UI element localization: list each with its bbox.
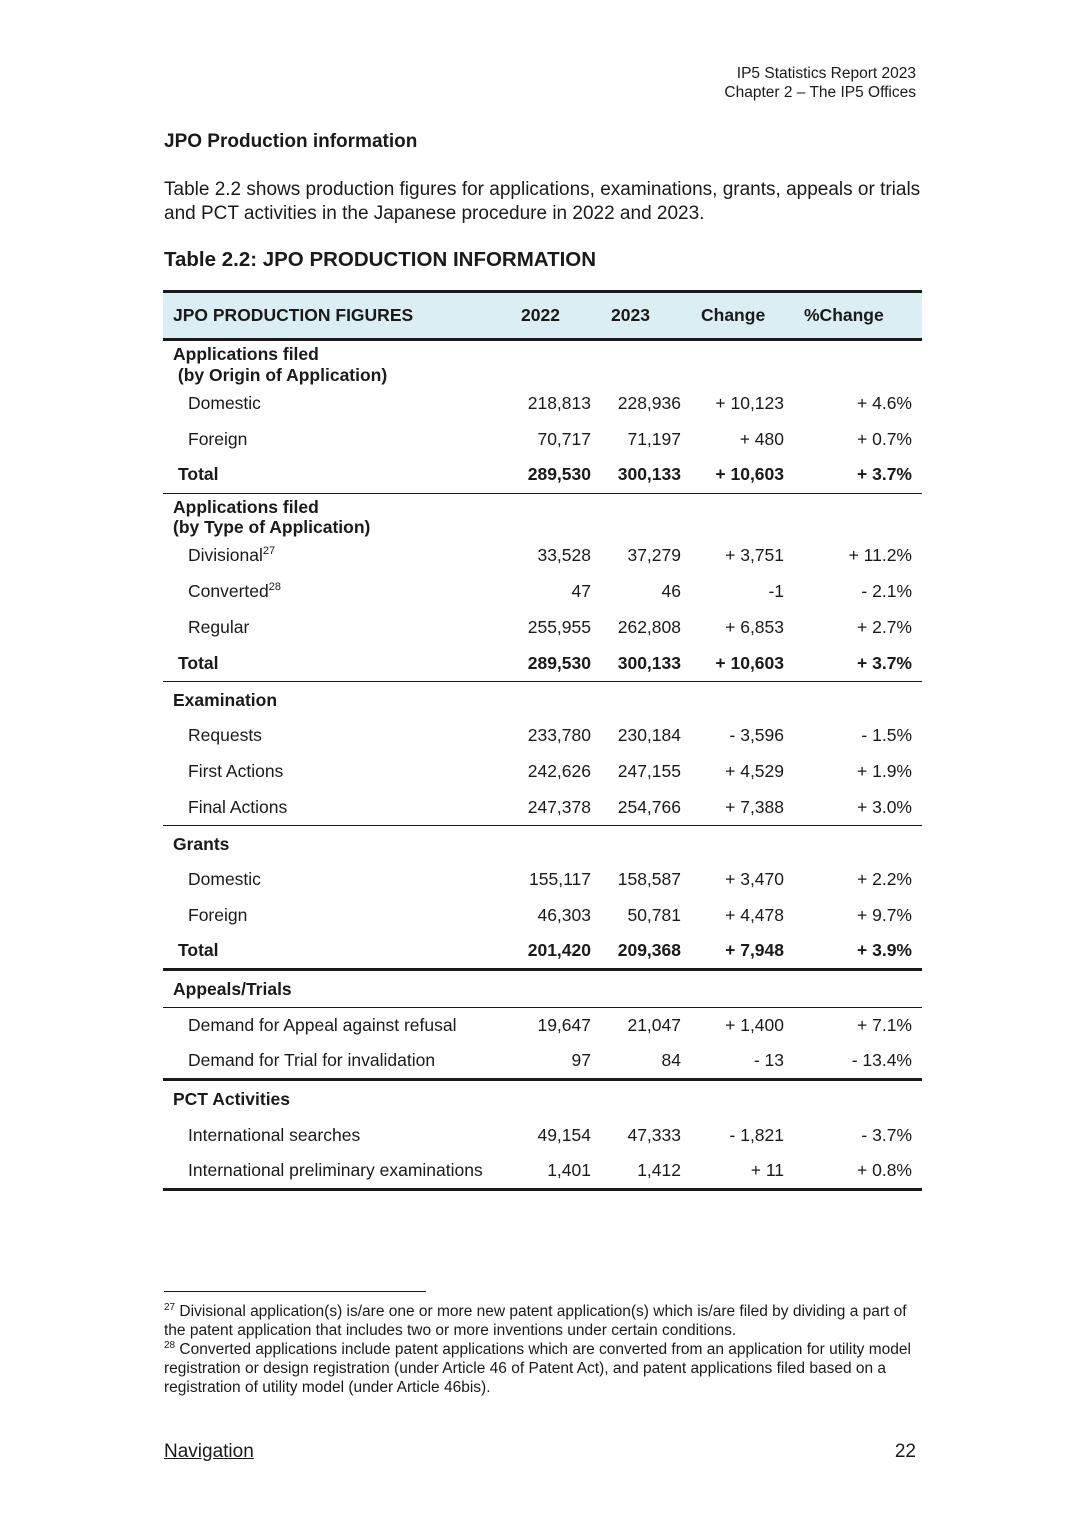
group-heading-row xyxy=(163,682,922,718)
value-2023: 71,197 xyxy=(627,428,681,449)
value-pct-change: - 1.5% xyxy=(861,725,912,745)
value-2023: 46 xyxy=(661,581,681,601)
value-pct-change: + 1.9% xyxy=(857,761,912,781)
row-label: Total xyxy=(178,940,219,961)
value-2022: 233,780 xyxy=(527,725,591,745)
column-header: 2022 xyxy=(511,292,601,340)
table-row xyxy=(163,1154,922,1190)
group-heading-row xyxy=(163,340,922,386)
row-label: International searches xyxy=(188,1125,361,1145)
value-2023: 300,133 xyxy=(601,646,691,682)
value-2022: 1,401 xyxy=(511,1154,601,1190)
value-change: + 7,948 xyxy=(725,940,784,961)
table-row xyxy=(163,754,922,790)
column-header: 2023 xyxy=(601,292,691,340)
value-2022: 97 xyxy=(571,1050,591,1071)
row-label: Final Actions xyxy=(163,790,511,826)
group-heading xyxy=(163,340,922,386)
page-number: 22 xyxy=(894,1441,916,1462)
value-pct-change: - 2.1% xyxy=(861,581,912,601)
footnote-ref: 28 xyxy=(268,581,281,594)
row-label: Total xyxy=(163,646,511,682)
group-heading: Appeals/Trials xyxy=(163,970,922,1008)
value-2022: 242,626 xyxy=(527,761,591,781)
table-row xyxy=(163,862,922,898)
value-change: + 4,529 xyxy=(725,761,784,781)
value-2023: 300,133 xyxy=(601,457,691,493)
footnote-text: Divisional application(s) is/are one or more new patent application(s) which is/are filed by dividing a part of the patent application that includes two or more inventions under certain conditions. xyxy=(164,1303,907,1339)
value-change: - 13 xyxy=(753,1050,784,1071)
value-2022: 218,813 xyxy=(527,392,591,413)
value-change: + 1,400 xyxy=(725,1015,784,1036)
row-label: Domestic xyxy=(188,869,261,889)
column-header: JPO PRODUCTION FIGURES xyxy=(163,292,511,340)
value-2022: 289,530 xyxy=(511,646,601,682)
total-row xyxy=(163,457,922,493)
navigation-link[interactable]: Navigation xyxy=(164,1441,254,1462)
footnote-ref: 27 xyxy=(262,545,276,558)
table-row xyxy=(163,1044,922,1080)
group-heading: PCT Activities xyxy=(163,1080,922,1118)
value-2023: 247,155 xyxy=(617,761,681,781)
value-2022: 70,717 xyxy=(537,428,591,449)
table-title: Table 2.2: JPO PRODUCTION INFORMATION xyxy=(164,248,597,271)
row-label: Foreign xyxy=(188,905,248,925)
row-label: Demand for Trial for invalidation xyxy=(188,1050,436,1071)
table-row xyxy=(163,610,922,646)
value-2022: 255,955 xyxy=(527,617,591,637)
value-2022: 19,647 xyxy=(537,1015,591,1036)
value-pct-change: + 3.7% xyxy=(794,646,922,682)
row-label xyxy=(163,574,511,610)
section-heading: JPO Production information xyxy=(164,131,418,152)
group-heading: Examination xyxy=(173,689,278,710)
group-heading-line: Applications filed xyxy=(173,344,319,364)
value-change: + 10,603 xyxy=(691,457,794,493)
value-change: + 6,853 xyxy=(725,617,784,637)
table-row xyxy=(163,1008,922,1044)
value-pct-change: + 7.1% xyxy=(857,1015,912,1036)
value-pct-change: - 3.7% xyxy=(861,1125,912,1145)
value-2023: 228,936 xyxy=(617,392,681,413)
production-table xyxy=(163,290,922,1191)
value-2023: 50,781 xyxy=(627,905,681,925)
group-heading-row xyxy=(163,1080,922,1118)
row-label-text: Converted xyxy=(188,581,269,601)
running-header xyxy=(724,64,916,102)
value-change: + 3,751 xyxy=(725,545,784,565)
table-row xyxy=(163,574,922,610)
value-2023: 230,184 xyxy=(617,725,681,745)
value-pct-change: + 9.7% xyxy=(857,905,912,925)
value-2023: 37,279 xyxy=(627,545,681,565)
table-row xyxy=(163,718,922,754)
value-pct-change: + 3.0% xyxy=(794,790,922,826)
table-row xyxy=(163,538,922,574)
value-change: + 10,123 xyxy=(715,392,784,413)
row-label-text: Divisional xyxy=(188,545,263,565)
value-change: + 10,603 xyxy=(691,646,794,682)
footnotes xyxy=(164,1302,924,1397)
chapter-title: Chapter 2 – The IP5 Offices xyxy=(724,84,916,101)
value-pct-change: + 0.7% xyxy=(857,428,912,449)
row-label xyxy=(163,538,511,574)
value-change: -1 xyxy=(768,581,784,601)
row-label: Regular xyxy=(188,617,250,637)
table-row xyxy=(163,790,922,826)
total-row xyxy=(163,934,922,970)
row-label: International preliminary examinations xyxy=(163,1154,511,1190)
value-change: + 11 xyxy=(691,1154,794,1190)
footnote-number: 28 xyxy=(164,1339,176,1351)
value-2022: 289,530 xyxy=(511,457,601,493)
value-change: + 3,470 xyxy=(725,869,784,889)
group-heading-line: (by Origin of Application) xyxy=(173,364,388,385)
value-2023: 21,047 xyxy=(627,1015,681,1036)
group-heading-row xyxy=(163,970,922,1008)
footnote-separator xyxy=(164,1291,426,1292)
value-2023: 209,368 xyxy=(617,940,681,961)
footnote-text: Converted applications include patent applications which are converted from an application for utility model registration or design registration (under Article 46 of Patent Act), and patent applications filed based on a registration of utility model (under Article 46bis). xyxy=(164,1341,911,1396)
value-2022: 47 xyxy=(571,581,591,601)
table-row xyxy=(163,1118,922,1154)
value-2022: 46,303 xyxy=(537,905,591,925)
column-header: %Change xyxy=(794,292,922,340)
value-2022: 201,420 xyxy=(527,940,591,961)
value-pct-change: + 0.8% xyxy=(794,1154,922,1190)
value-pct-change: - 13.4% xyxy=(851,1050,912,1071)
value-change: + 480 xyxy=(739,428,784,449)
row-label: Requests xyxy=(188,725,262,745)
value-2023: 158,587 xyxy=(617,869,681,889)
footnote-28 xyxy=(164,1340,924,1397)
value-pct-change: + 3.7% xyxy=(794,457,922,493)
value-2023: 84 xyxy=(661,1050,681,1071)
total-row xyxy=(163,646,922,682)
table-row xyxy=(163,421,922,457)
value-2023: 1,412 xyxy=(601,1154,691,1190)
group-heading-row xyxy=(163,826,922,862)
value-2022: 33,528 xyxy=(537,545,591,565)
group-heading: Grants xyxy=(173,833,230,854)
value-2023: 47,333 xyxy=(627,1125,681,1145)
value-2022: 49,154 xyxy=(537,1125,591,1145)
value-pct-change: + 11.2% xyxy=(848,545,912,565)
value-change: + 7,388 xyxy=(691,790,794,826)
value-pct-change: + 4.6% xyxy=(857,392,912,413)
value-pct-change: + 3.9% xyxy=(857,940,912,961)
row-label: Foreign xyxy=(188,428,248,449)
value-2022: 247,378 xyxy=(511,790,601,826)
value-change: - 1,821 xyxy=(729,1125,784,1145)
value-pct-change: + 2.7% xyxy=(857,617,912,637)
row-label: Total xyxy=(163,457,511,493)
table-row xyxy=(163,385,922,421)
intro-paragraph: Table 2.2 shows production figures for applications, examinations, grants, appeals or trials and PCT activities in the Japanese procedure in 2022 and 2023. xyxy=(164,179,921,224)
table-row xyxy=(163,898,922,934)
value-change: - 3,596 xyxy=(729,725,784,745)
row-label: First Actions xyxy=(188,761,284,781)
group-heading-row xyxy=(163,493,922,538)
footnote-27 xyxy=(164,1302,924,1340)
row-label: Domestic xyxy=(188,392,261,413)
value-2023: 254,766 xyxy=(601,790,691,826)
value-2022: 155,117 xyxy=(529,869,591,889)
group-heading-line: (by Type of Application) xyxy=(173,517,371,537)
group-heading-line: Applications filed xyxy=(173,496,319,517)
row-label: Demand for Appeal against refusal xyxy=(188,1015,457,1036)
column-header: Change xyxy=(691,292,794,340)
table-header-row xyxy=(163,292,922,340)
group-heading xyxy=(163,493,922,538)
value-2023: 262,808 xyxy=(617,617,681,637)
report-title: IP5 Statistics Report 2023 xyxy=(736,65,916,82)
footnote-number: 27 xyxy=(164,1301,176,1313)
value-change: + 4,478 xyxy=(725,905,784,925)
value-pct-change: + 2.2% xyxy=(857,869,912,889)
